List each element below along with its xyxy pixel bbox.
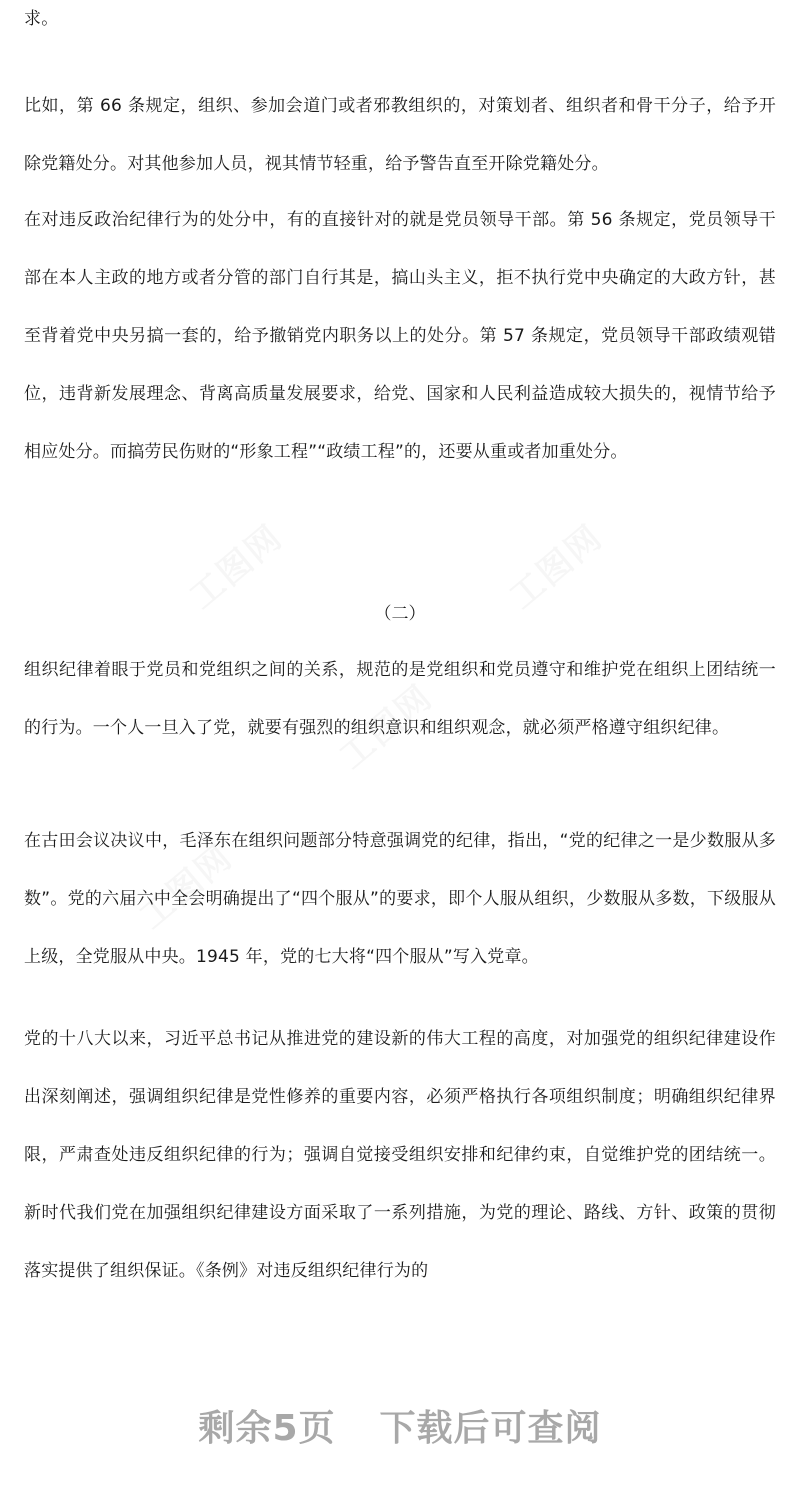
paragraph-political-discipline: 在对违反政治纪律行为的处分中，有的直接针对的就是党员领导干部。第 56 条规定，党员领导干部在本人主政的地方或者分管的部门自行其是，搞山头主义，拒不执行党中央确定的大政方针，甚至背着党中央另搞一套的，给予撤销党内职务以上的处分。第 57 条规定，党员领导干部政绩观错位，违背新发展理念、背离高质量发展要求，给党、国家和人民利益造成较大损失的，视情节给予相应处分。而搞劳民伤财的“形象工程”“政绩工程”的，还要从重或者加重处分。 xyxy=(24,210,776,462)
paragraph-eighteenth-congress: 党的十八大以来，习近平总书记从推进党的建设新的伟大工程的高度，对加强党的组织纪律建设作出深刻阐述，强调组织纪律是党性修养的重要内容，必须严格执行各项组织制度；明确组织纪律界限，严肃查处违反组织纪律的行为；强调自觉接受组织安排和纪律约束，自觉维护党的团结统一。新时代我们党在加强组织纪律建设方面采取了一系列措施，为党的理论、路线、方针、政策的贯彻落实提供了组织保证。《条例》对违反组织纪律行为的 xyxy=(24,1029,776,1281)
paragraph-article-66: 比如，第 66 条规定，组织、参加会道门或者邪教组织的，对策划者、组织者和骨干分子，给予开除党籍处分。对其他参加人员，视其情节轻重，给予警告直至开除党籍处分。 xyxy=(24,96,776,174)
section-heading: （二） xyxy=(374,604,426,624)
paragraph-gutian-meeting: 在古田会议决议中，毛泽东在组织问题部分特意强调党的纪律，指出，“党的纪律之一是少数服从多数”。党的六届六中全会明确提出了“四个服从”的要求，即个人服从组织，少数服从多数，下级服从上级，全党服从中央。1945 年，党的七大将“四个服从”写入党章。 xyxy=(24,831,776,967)
download-prompt[interactable] xyxy=(0,1400,800,1460)
remaining-pages-label: 剩余5页 xyxy=(198,1408,336,1449)
paragraph-continuation: 求。 xyxy=(24,9,59,29)
paragraph-organizational-discipline: 组织纪律着眼于党员和党组织之间的关系，规范的是党组织和党员遵守和维护党在组织上团结统一的行为。一个人一旦入了党，就要有强烈的组织意识和组织观念，就必须严格遵守组织纪律。 xyxy=(24,660,776,738)
download-label[interactable]: 下载后可查阅 xyxy=(379,1408,602,1449)
